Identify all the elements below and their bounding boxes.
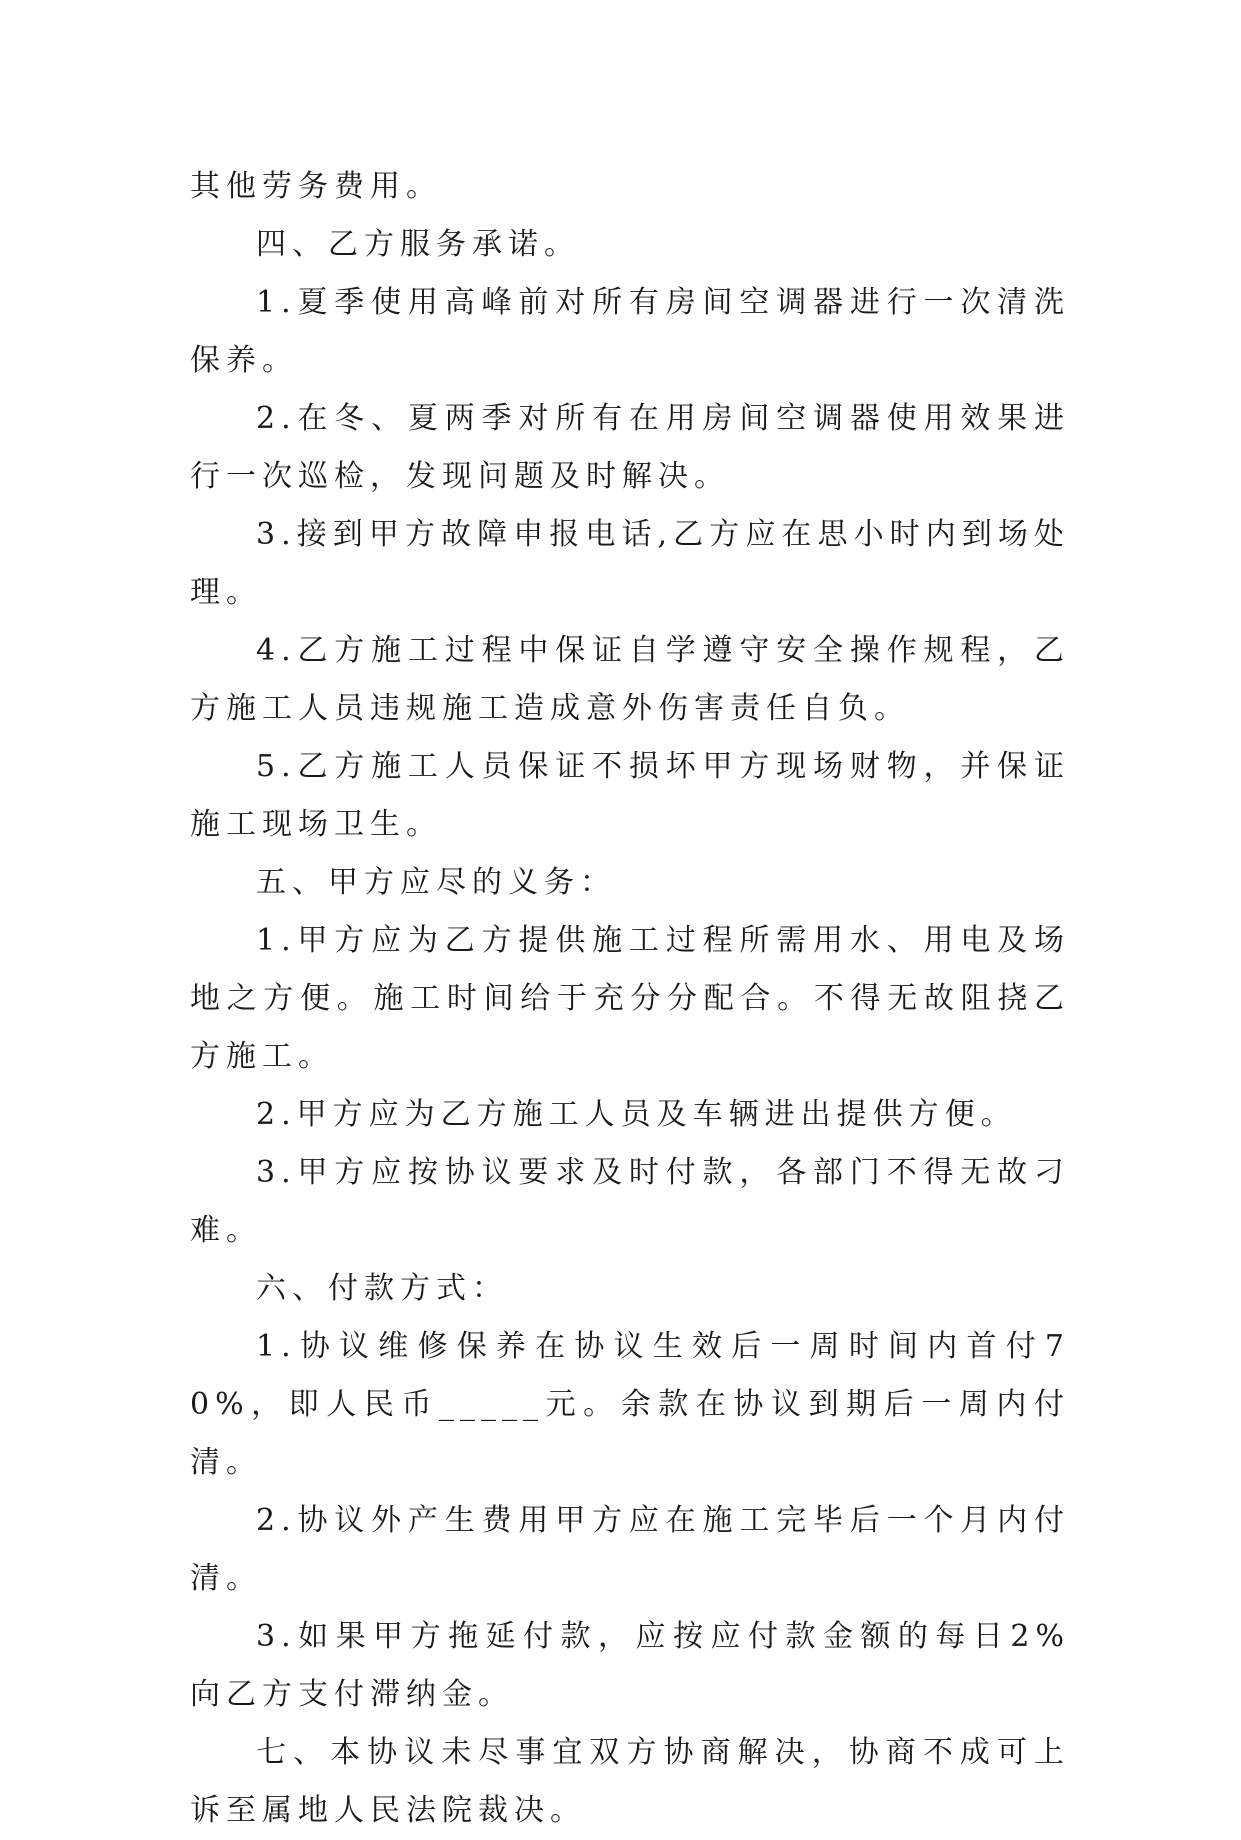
clause-4-1: 1.夏季使用高峰前对所有房间空调器进行一次清洗保养。 xyxy=(190,285,1070,378)
clause-6-1: 1.协议维修保养在协议生效后一周时间内首付70%，即人民币_____元。余款在协议到期后一周内付清。 xyxy=(190,1329,1070,1480)
heading-payment-method: 六、付款方式： xyxy=(256,1271,508,1306)
clause-7-dispute-resolution: 七、本协议未尽事宜双方协商解决，协商不成可上诉至属地人民法院裁决。 xyxy=(190,1735,1070,1828)
clause-4-3: 3.接到甲方故障申报电话,乙方应在思小时内到场处理。 xyxy=(190,517,1070,610)
clause-4-2: 2.在冬、夏两季对所有在用房间空调器使用效果进行一次巡检，发现问题及时解决。 xyxy=(190,401,1070,494)
clause-4-5: 5.乙方施工人员保证不损坏甲方现场财物，并保证施工现场卫生。 xyxy=(190,749,1070,842)
clause-4-4: 4.乙方施工过程中保证自学遵守安全操作规程，乙方施工人员违规施工造成意外伤害责任自负。 xyxy=(190,633,1070,726)
document-page xyxy=(190,158,1070,1840)
clause-6-2: 2.协议外产生费用甲方应在施工完毕后一个月内付清。 xyxy=(190,1503,1070,1596)
clause-5-2: 2.甲方应为乙方施工人员及车辆进出提供方便。 xyxy=(256,1097,1017,1132)
clause-5-1: 1.甲方应为乙方提供施工过程所需用水、用电及场地之方便。施工时间给于充分分配合。不得无故阻挠乙方施工。 xyxy=(190,923,1070,1074)
heading-party-a-obligations: 五、甲方应尽的义务： xyxy=(256,865,616,900)
clause-6-3: 3.如果甲方拖延付款，应按应付款金额的每日2%向乙方支付滞纳金。 xyxy=(190,1619,1070,1712)
paragraph-other-labor-fees: 其他劳务费用。 xyxy=(190,169,442,204)
clause-5-3: 3.甲方应按协议要求及时付款，各部门不得无故刁难。 xyxy=(190,1155,1070,1248)
heading-party-b-service-commitment: 四、乙方服务承诺。 xyxy=(256,227,580,262)
